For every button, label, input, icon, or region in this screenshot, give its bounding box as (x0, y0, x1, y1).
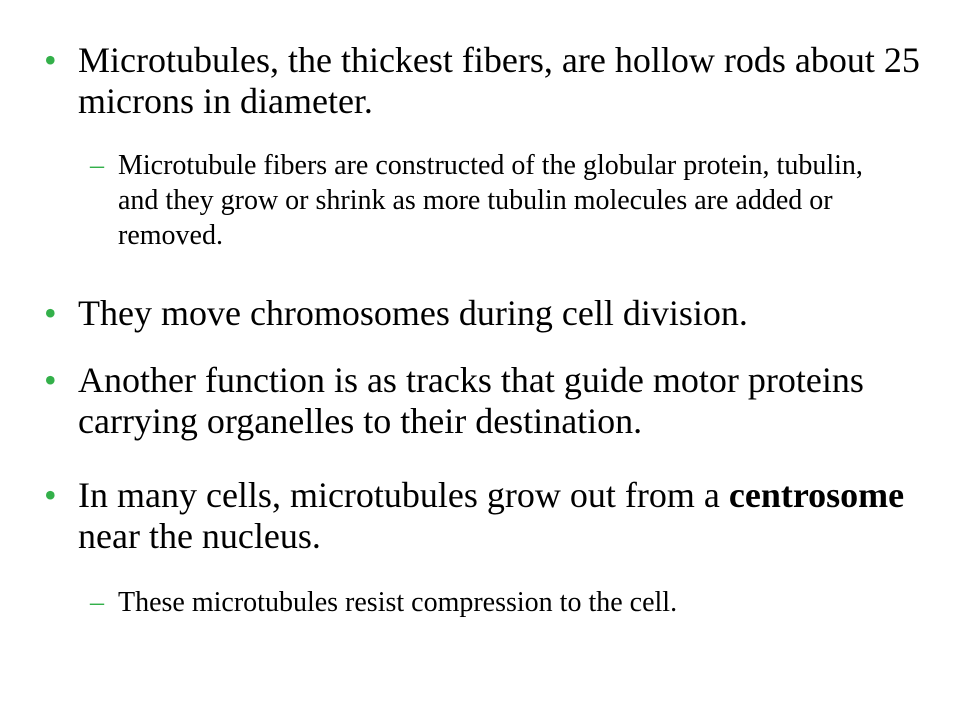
dash-icon: – (90, 587, 104, 618)
bullet-text-start: In many cells, microtubules grow out from a (78, 475, 729, 515)
bullet-text: Microtubules, the thickest fibers, are hollow rods about 25 microns in diameter. (78, 40, 920, 121)
dash-icon: – (90, 150, 104, 181)
bullet-icon: • (44, 293, 57, 333)
sub-point-tubulin (90, 148, 890, 253)
bullet-point-centrosome (44, 475, 924, 557)
sub-point-text: These microtubules resist compression to the cell. (118, 587, 678, 618)
bullet-icon: • (44, 40, 57, 80)
bullet-point-tracks (44, 360, 924, 442)
bullet-point-microtubules (44, 40, 924, 122)
sub-point-compression (90, 585, 890, 620)
bullet-point-chromosomes (44, 293, 924, 334)
bullet-icon: • (44, 475, 57, 515)
bullet-icon: • (44, 360, 57, 400)
bullet-text (78, 475, 924, 557)
term-centrosome: centrosome (728, 475, 905, 515)
sub-point-text: Microtubule fibers are constructed of the globular protein, tubulin, and they grow or shrink as more tubulin molecules are added or removed. (118, 150, 863, 251)
bullet-text: Another function is as tracks that guide motor proteins carrying organelles to their destination. (78, 360, 864, 441)
bullet-text-end: near the nucleus. (78, 516, 321, 556)
bullet-text: They move chromosomes during cell division. (78, 293, 748, 333)
